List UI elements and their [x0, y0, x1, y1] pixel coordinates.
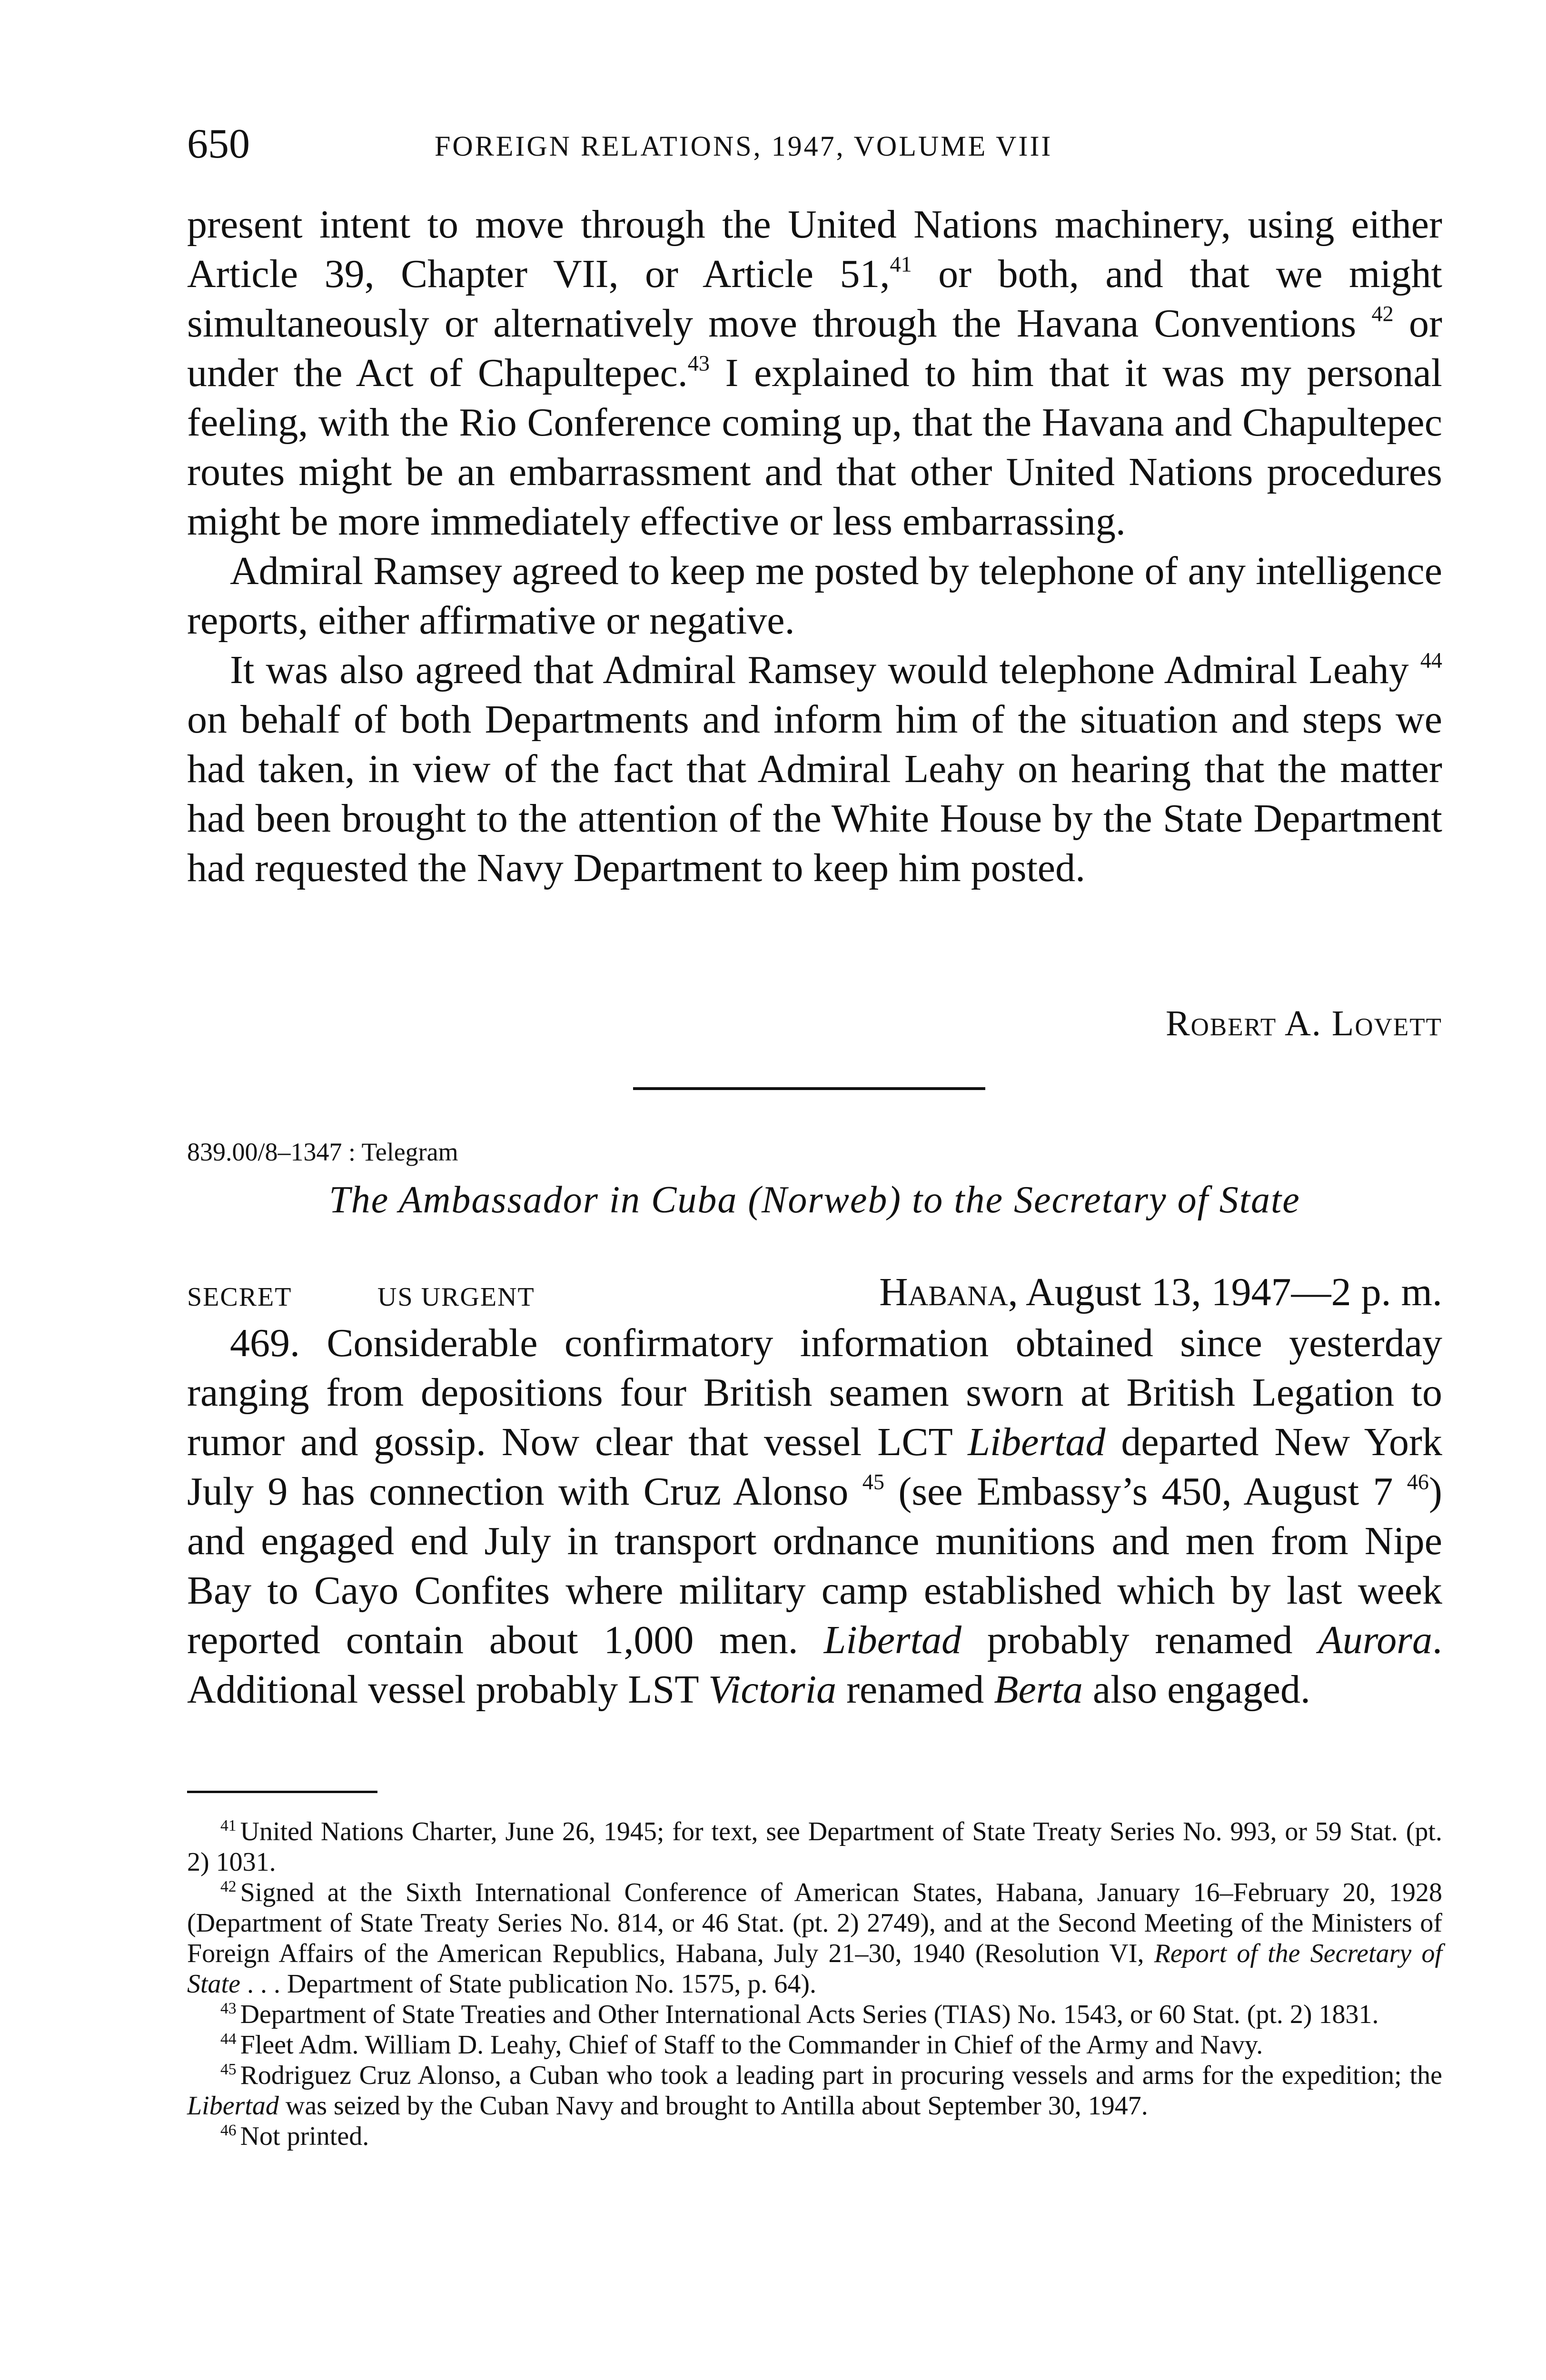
- footnote-text: Signed at the Sixth International Conference of American States, Habana, January 16–February 20, 1928 (Department of State Treaty Series No. 814, or 46 Stat. (pt. 2) 2749), and at the Second Meeting of the Ministers of Foreign Affairs of the American Republics, Habana, July 21–30, 1940 (Resolution VI,: [187, 1878, 1442, 1968]
- telegram-text: probably renamed: [961, 1618, 1318, 1662]
- signature: Robert A. Lovett: [1165, 1003, 1442, 1043]
- vessel-name: Libertad: [968, 1420, 1106, 1464]
- footnote-text: Fleet Adm. William D. Leahy, Chief of Staff to the Commander in Chief of the Army and Navy.: [240, 2030, 1263, 2060]
- telegram-text: ) and engaged end July in transport ordnance munitions and men from Nipe Bay to Cayo Confites where military camp established which by last week reported contain about 1,000 men.: [187, 1469, 1442, 1662]
- telegram-text: also engaged.: [1082, 1667, 1311, 1712]
- date-text: , August 13, 1947—2 p. m.: [1008, 1270, 1442, 1314]
- memo-text: I explained to him that it was my personal feeling, with the Rio Conference coming up, that the Havana and Chapultepec routes might be an embarrassment and that other United Nations procedures might be more immediately effective or less embarrassing.: [187, 351, 1442, 544]
- footnote-italic: Libertad: [187, 2091, 279, 2121]
- footnote-number: 46: [220, 2121, 237, 2139]
- section-divider: [633, 1087, 985, 1090]
- memo-paragraph: [187, 645, 1442, 893]
- vessel-name: Victoria: [708, 1667, 837, 1712]
- telegram-text: . Additional vessel probably LST: [187, 1618, 1442, 1712]
- footnote-ref: 44: [1420, 648, 1442, 673]
- vessel-name: Berta: [994, 1667, 1083, 1712]
- running-title: FOREIGN RELATIONS, 1947, VOLUME VIII: [435, 130, 1053, 162]
- telegram-text: (see Embassy’s 450, August 7: [884, 1469, 1407, 1514]
- telegram-text: 469. Considerable confirmatory information obtained since yesterday ranging from depositions four British seamen sworn at British Legation to rumor and gossip. Now clear that vessel LCT: [187, 1321, 1442, 1464]
- footnote-ref: 46: [1407, 1469, 1429, 1494]
- footnote: [187, 2060, 1442, 2121]
- footnote: [187, 1999, 1442, 2030]
- memo-text: present intent to move through the United Nations machinery, using either Article 39, Chapter VII, or Article 51,: [187, 202, 1442, 296]
- memo-paragraph: Admiral Ramsey agreed to keep me posted by telephone of any intelligence reports, either affirmative or negative.: [187, 549, 1442, 643]
- telegram-text: departed New York July 9 has connection with Cruz Alonso: [187, 1420, 1442, 1514]
- memo-paragraph: [187, 200, 1442, 546]
- footnote-number: 42: [220, 1877, 237, 1895]
- footnote-number: 44: [220, 2030, 237, 2048]
- footnote-text: United Nations Charter, June 26, 1945; for text, see Department of State Treaty Series No. 993, or 59 Stat. (pt. 2) 1031.: [187, 1817, 1442, 1877]
- footnote-ref: 42: [1371, 301, 1394, 326]
- footnote-number: 45: [220, 2060, 237, 2078]
- page-number: 650: [187, 121, 250, 167]
- classification-label: SECRET: [187, 1282, 292, 1312]
- footnote-ref: 45: [862, 1469, 884, 1494]
- footnote: [187, 2121, 1442, 2152]
- vessel-name: Libertad: [823, 1618, 962, 1662]
- document-title: The Ambassador in Cuba (Norweb) to the Secretary of State: [329, 1179, 1300, 1221]
- memo-text: on behalf of both Departments and inform him of the situation and steps we had taken, in view of the fact that Admiral Leahy on hearing that the matter had been brought to the attention of the White House by the State Department had requested the Navy Department to keep him posted.: [187, 697, 1442, 890]
- footnote-text: Department of State Treaties and Other International Acts Series (TIAS) No. 1543, or 60 Stat. (pt. 2) 1831.: [240, 2000, 1379, 2029]
- memo-text: or both, and that we might simultaneously or alternatively move through the Havana Conventions: [187, 252, 1442, 346]
- footnote-divider: [187, 1791, 377, 1793]
- place-date: [879, 1266, 1442, 1319]
- telegram-body: [187, 1319, 1442, 1715]
- place-name: Habana: [879, 1270, 1008, 1314]
- running-header: [187, 118, 1442, 170]
- footnotes: [187, 1816, 1442, 2152]
- footnote-italic: Report of the Secretary of State: [187, 1939, 1442, 1999]
- telegram-text: renamed: [836, 1667, 994, 1712]
- footnote: [187, 1877, 1442, 1999]
- memo-text: It was also agreed that Admiral Ramsey would telephone Admiral Leahy: [230, 648, 1420, 692]
- footnote-ref: 41: [890, 252, 912, 277]
- footnote: [187, 1816, 1442, 1877]
- footnote-text: was seized by the Cuban Navy and brought to Antilla about September 30, 1947.: [278, 2091, 1148, 2121]
- footnote-number: 41: [220, 1816, 237, 1835]
- dateline: [187, 1266, 1442, 1319]
- footnote-text: Rodriguez Cruz Alonso, a Cuban who took a leading part in procuring vessels and arms for the expedition; the: [240, 2061, 1442, 2090]
- memo-body: [187, 200, 1442, 893]
- footnote-text: . . . Department of State publication No. 1575, p. 64).: [240, 1969, 816, 1999]
- vessel-name: Aurora: [1318, 1618, 1432, 1662]
- priority-label: US URGENT: [377, 1282, 535, 1312]
- file-reference: 839.00/8–1347 : Telegram: [187, 1138, 458, 1166]
- memo-text: or under the Act of Chapultepec.: [187, 301, 1442, 395]
- telegram-paragraph: [187, 1319, 1442, 1715]
- footnote-number: 43: [220, 1999, 237, 2017]
- footnote: [187, 2030, 1442, 2060]
- footnote-text: Not printed.: [240, 2122, 369, 2151]
- footnote-ref: 43: [687, 351, 710, 376]
